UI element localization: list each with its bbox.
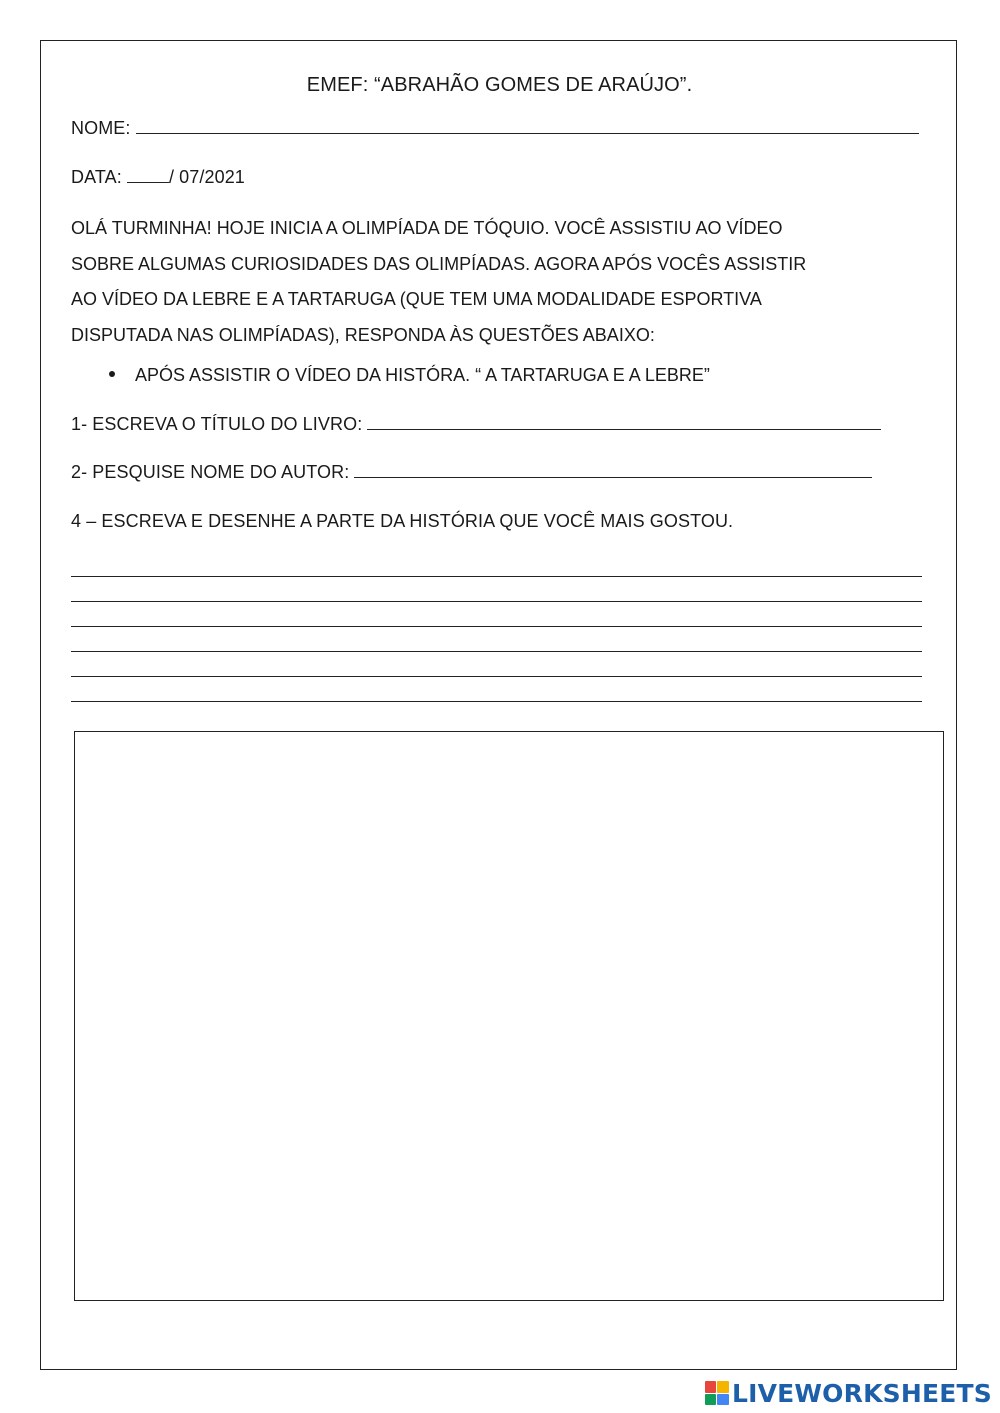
question-4-text: 4 – ESCREVA E DESENHE A PARTE DA HISTÓRIA QUE VOCÊ MAIS GOSTOU. <box>71 511 734 531</box>
answer-line[interactable] <box>71 576 922 577</box>
intro-paragraph <box>71 211 921 353</box>
answer-line[interactable] <box>71 701 922 702</box>
intro-line: OLÁ TURMINHA! HOJE INICIA A OLIMPÍADA DE TÓQUIO. VOCÊ ASSISTIU AO VÍDEO <box>71 218 783 238</box>
answer-line[interactable] <box>71 676 922 677</box>
worksheet-page <box>40 40 957 1370</box>
book-title-field[interactable] <box>367 413 881 430</box>
question-2-text: 2- PESQUISE NOME DO AUTOR: <box>71 462 350 482</box>
logo-square <box>705 1381 717 1393</box>
school-title: EMEF: “ABRAHÃO GOMES DE ARAÚJO”. <box>306 74 693 96</box>
question-4 <box>71 511 733 532</box>
name-label: NOME: <box>71 118 131 138</box>
bullet-dot-icon <box>109 371 115 377</box>
date-suffix: / 07/2021 <box>168 167 245 187</box>
question-2 <box>71 461 872 483</box>
author-name-field[interactable] <box>354 461 872 478</box>
date-label: DATA: <box>71 167 122 187</box>
answer-line[interactable] <box>71 626 922 627</box>
date-day-field[interactable] <box>127 166 169 183</box>
question-1 <box>71 413 881 435</box>
answer-line[interactable] <box>71 651 922 652</box>
date-row <box>71 166 245 188</box>
bullet-text: APÓS ASSISTIR O VÍDEO DA HISTÓRA. “ A TARTARUGA E A LEBRE” <box>135 365 710 385</box>
name-row <box>71 117 919 139</box>
logo-square <box>717 1394 729 1406</box>
logo-square <box>717 1381 729 1393</box>
name-field[interactable] <box>136 117 919 134</box>
liveworksheets-footer <box>705 1378 992 1408</box>
intro-line: DISPUTADA NAS OLIMPÍADAS), RESPONDA ÀS QUESTÕES ABAIXO: <box>71 324 655 345</box>
intro-line: SOBRE ALGUMAS CURIOSIDADES DAS OLIMPÍADAS. AGORA APÓS VOCÊS ASSISTIR <box>71 253 807 274</box>
liveworksheets-logo-icon <box>705 1381 729 1405</box>
answer-line[interactable] <box>71 601 922 602</box>
brand-name: LIVEWORKSHEETS <box>731 1378 992 1408</box>
drawing-box[interactable] <box>74 731 944 1301</box>
intro-line: AO VÍDEO DA LEBRE E A TARTARUGA (QUE TEM UMA MODALIDADE ESPORTIVA <box>71 289 762 309</box>
question-1-text: 1- ESCREVA O TÍTULO DO LIVRO: <box>71 414 363 434</box>
logo-square <box>705 1394 717 1406</box>
instruction-bullet <box>109 365 710 386</box>
